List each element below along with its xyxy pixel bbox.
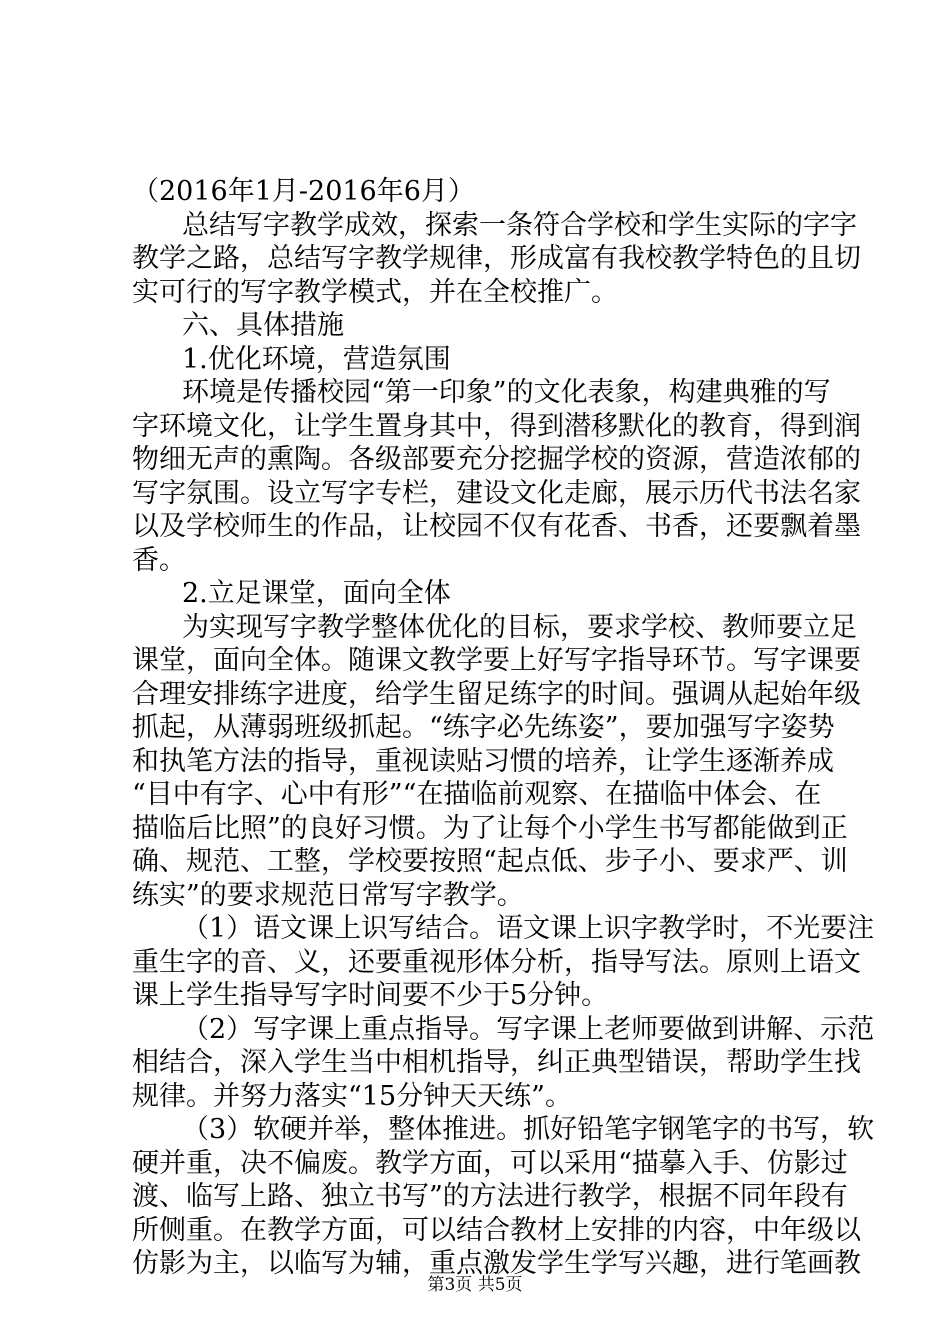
text-line: “目中有字、心中有形”“在描临前观察、在描临中体会、在 (132, 779, 822, 810)
text-line: （3）软硬并举，整体推进。抓好铅笔字钢笔字的书写，软 (182, 1114, 875, 1145)
text-line: 确、规范、工整，学校要按照“起点低、步子小、要求严、训 (132, 846, 848, 877)
text-line: 渡、临写上路、独立书写”的方法进行教学，根据不同年段有 (132, 1181, 848, 1212)
text-line: 课堂，面向全体。随课文教学要上好写字指导环节。写字课要 (132, 645, 861, 676)
text-line: （1）语文课上识写结合。语文课上识字教学时，不光要注 (182, 913, 875, 944)
text-line: 相结合，深入学生当中相机指导，纠正典型错误，帮助学生找 (132, 1047, 861, 1078)
text-line: （2016年1月-2016年6月） (132, 176, 475, 207)
page-number: 第3页 共5页 (427, 1275, 523, 1295)
text-line: 规律。并努力落实“15分钟天天练”。 (132, 1080, 572, 1112)
text-line: 重生字的音、义，还要重视形体分析，指导写法。原则上语文 (132, 946, 861, 978)
text-line: 为实现写字教学整体优化的目标，要求学校、教师要立足 (182, 611, 857, 643)
text-line: 合理安排练字进度，给学生留足练字的时间。强调从起始年级 (132, 678, 861, 710)
text-line: 物细无声的熏陶。各级部要充分挖掘学校的资源，营造浓郁的 (132, 444, 861, 475)
text-line: 练实”的要求规范日常写字教学。 (132, 879, 524, 911)
text-line: 课上学生指导写字时间要不少于5分钟。 (132, 980, 609, 1011)
text-line: 描临后比照”的良好习惯。为了让每个小学生书写都能做到正 (132, 812, 848, 844)
text-line: 写字氛围。设立写字专栏，建设文化走廊，展示历代书法名家 (132, 477, 861, 509)
section-heading: 六、具体措施 (182, 310, 344, 341)
text-line: 仿影为主，以临写为辅，重点激发学生学写兴趣，进行笔画教 (132, 1248, 861, 1279)
subsection-heading: 2.立足课堂，面向全体 (182, 578, 451, 609)
text-line: 以及学校师生的作品，让校园不仅有花香、书香，还要飘着墨 (132, 511, 861, 542)
text-line: 抓起，从薄弱班级抓起。“练字必先练姿”，要加强写字姿势 (132, 712, 835, 743)
text-line: 所侧重。在教学方面，可以结合教材上安排的内容，中年级以 (132, 1214, 861, 1246)
document-body (132, 175, 875, 1281)
text-line: 教学之路，总结写字教学规律，形成富有我校教学特色的且切 (132, 243, 861, 274)
text-line: 硬并重，决不偏废。教学方面，可以采用“描摹入手、仿影过 (132, 1147, 848, 1179)
text-line: 实可行的写字教学模式，并在全校推广。 (132, 276, 618, 308)
text-line: 字环境文化，让学生置身其中，得到潜移默化的教育，得到润 (132, 410, 861, 442)
text-line: 香。 (132, 544, 186, 576)
text-line: （2）写字课上重点指导。写字课上老师要做到讲解、示范 (182, 1013, 875, 1045)
text-line: 总结写字教学成效，探索一条符合学校和学生实际的字字 (182, 209, 857, 241)
subsection-heading: 1.优化环境，营造氛围 (182, 343, 451, 375)
text-line: 环境是传播校园“第一印象”的文化表象，构建典雅的写 (182, 377, 831, 408)
text-line: 和执笔方法的指导，重视读贴习惯的培养，让学生逐渐养成 (132, 745, 834, 777)
